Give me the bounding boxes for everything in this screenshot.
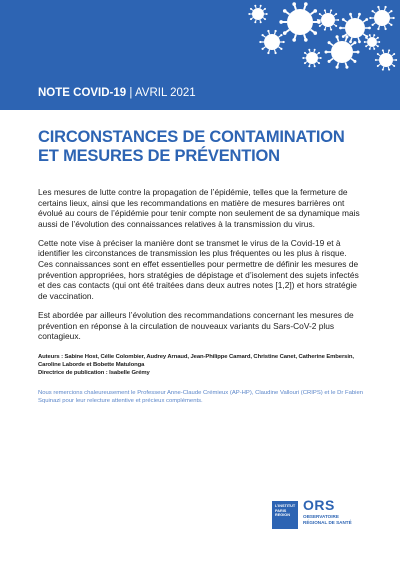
institut-line-2: PARIS xyxy=(275,508,287,513)
authors-line-2: Caroline Laborde et Bobette Matulonga xyxy=(38,362,145,369)
paragraph-3: Est abordée par ailleurs l’évolution des recommandations concernant les mesures de prévention en réponse à la circulation de nouveaux variants du Sars-CoV-2 plus contagieux. xyxy=(38,309,354,342)
paragraph-1: Les mesures de lutte contre la propagation de l’épidémie, telles que la fermeture de certains lieux, ainsi que les recommandations en matière de mesures barrières ont évolué au cours de l’épidémie pour tenir compte non seulement de sa dynamique mais aussi de l’évolution des connaissances relatives à la transmission du virus. xyxy=(38,187,360,229)
ors-subtitle xyxy=(303,514,352,526)
acknowledgements xyxy=(38,389,368,405)
ors-name: ORS xyxy=(303,497,335,513)
institut-paris-region-logo xyxy=(272,501,298,529)
institut-line-1: L’INSTITUT xyxy=(275,504,296,508)
thanks-line-1: Nous remercions chaleureusement le Professeur Anne-Claude Crémieux (AP-HP), Claudine Vallouri (CRIPS) et le Dr Fabien xyxy=(38,390,363,396)
note-label-line xyxy=(38,87,390,99)
title-line-2: ET MESURES DE PRÉVENTION xyxy=(38,147,280,165)
page-title xyxy=(38,128,368,166)
header-banner xyxy=(0,0,400,110)
body-text xyxy=(38,187,360,350)
note-separator: | xyxy=(129,87,133,99)
note-date: AVRIL 2021 xyxy=(134,87,196,99)
ors-subtitle-line-2: RÉGIONAL DE SANTÉ xyxy=(303,519,352,525)
ors-subtitle-line-1: OBSERVATOIRE xyxy=(303,514,339,519)
publication-director: Directrice de publication : Isabelle Grémy xyxy=(38,370,150,377)
note-label: NOTE COVID-19 xyxy=(38,87,127,99)
institut-line-3: REGION xyxy=(275,513,290,518)
credits-block xyxy=(38,353,368,378)
ors-logo xyxy=(272,497,372,531)
paragraph-2: Cette note vise à préciser la manière dont se transmet le virus de la Covid-19 et à identifier les circonstances de transmission les plus fréquentes ou les plus à risque. Ces connaissances sont en effet essentielles pour permettre de définir les mesures de prévention appropriées, hors stratégies de dépistage et d’isolement des sujets infectés et des cas contacts (qui ont été traitées dans deux autres notes [1,2]) et hors stratégie de vaccination. xyxy=(38,237,359,301)
thanks-line-2: Squinazi pour leur relecture attentive et précieux compléments. xyxy=(38,398,203,405)
title-line-1: CIRCONSTANCES DE CONTAMINATION xyxy=(38,128,345,146)
authors-line-1: Auteurs : Sabine Host, Célie Colombier, Audrey Arnaud, Jean-Philippe Camard, Christine Canet, Catherine Embersin, xyxy=(38,354,354,360)
